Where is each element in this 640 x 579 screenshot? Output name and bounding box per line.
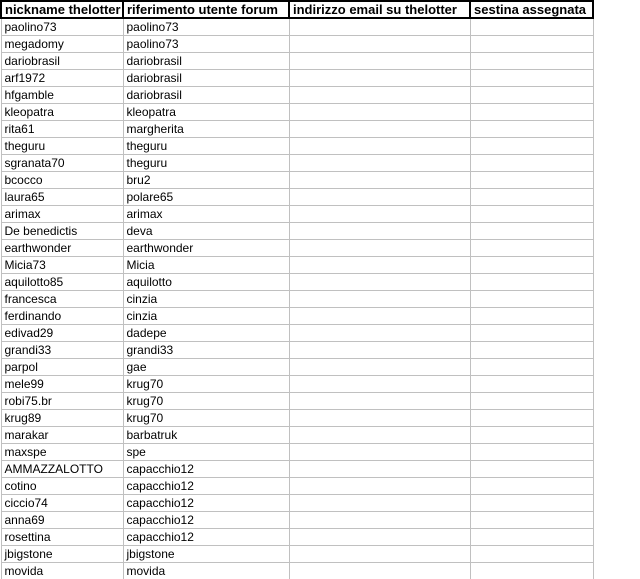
table-row — [1, 563, 593, 579]
cell-sestina — [470, 87, 593, 104]
cell-nickname: hfgamble — [1, 87, 123, 104]
column-header-forum-ref: riferimento utente forum — [123, 1, 289, 18]
cell-email — [289, 121, 470, 138]
cell-nickname: Micia73 — [1, 257, 123, 274]
cell-nickname: bcocco — [1, 172, 123, 189]
cell-sestina — [470, 223, 593, 240]
table-row — [1, 461, 593, 478]
cell-sestina — [470, 359, 593, 376]
cell-forum-ref: jbigstone — [123, 546, 289, 563]
cell-sestina — [470, 444, 593, 461]
table-header — [1, 1, 593, 18]
cell-email — [289, 376, 470, 393]
table-row — [1, 291, 593, 308]
table-row — [1, 529, 593, 546]
cell-email — [289, 274, 470, 291]
cell-sestina — [470, 478, 593, 495]
cell-email — [289, 563, 470, 579]
cell-sestina — [470, 36, 593, 53]
cell-nickname: earthwonder — [1, 240, 123, 257]
column-header-email: indirizzo email su thelotter — [289, 1, 470, 18]
cell-sestina — [470, 70, 593, 87]
cell-email — [289, 138, 470, 155]
cell-nickname: cotino — [1, 478, 123, 495]
cell-email — [289, 393, 470, 410]
cell-sestina — [470, 291, 593, 308]
cell-forum-ref: theguru — [123, 138, 289, 155]
cell-forum-ref: earthwonder — [123, 240, 289, 257]
cell-email — [289, 87, 470, 104]
cell-sestina — [470, 53, 593, 70]
cell-email — [289, 18, 470, 36]
cell-nickname: ferdinando — [1, 308, 123, 325]
cell-nickname: laura65 — [1, 189, 123, 206]
cell-sestina — [470, 495, 593, 512]
cell-forum-ref: grandi33 — [123, 342, 289, 359]
cell-forum-ref: capacchio12 — [123, 461, 289, 478]
cell-forum-ref: cinzia — [123, 308, 289, 325]
cell-forum-ref: paolino73 — [123, 36, 289, 53]
table-row — [1, 36, 593, 53]
cell-nickname: AMMAZZALOTTO — [1, 461, 123, 478]
cell-email — [289, 104, 470, 121]
cell-sestina — [470, 393, 593, 410]
table-row — [1, 325, 593, 342]
cell-nickname: parpol — [1, 359, 123, 376]
cell-forum-ref: capacchio12 — [123, 478, 289, 495]
cell-forum-ref: movida — [123, 563, 289, 579]
cell-email — [289, 172, 470, 189]
cell-sestina — [470, 512, 593, 529]
cell-forum-ref: barbatruk — [123, 427, 289, 444]
cell-nickname: aquilotto85 — [1, 274, 123, 291]
cell-sestina — [470, 546, 593, 563]
column-header-nickname: nickname thelotter — [1, 1, 123, 18]
cell-email — [289, 529, 470, 546]
cell-sestina — [470, 155, 593, 172]
table-row — [1, 444, 593, 461]
cell-forum-ref: capacchio12 — [123, 529, 289, 546]
cell-email — [289, 189, 470, 206]
cell-sestina — [470, 172, 593, 189]
table-row — [1, 223, 593, 240]
cell-nickname: kleopatra — [1, 104, 123, 121]
cell-sestina — [470, 376, 593, 393]
table-row — [1, 155, 593, 172]
cell-forum-ref: margherita — [123, 121, 289, 138]
cell-email — [289, 461, 470, 478]
table-row — [1, 342, 593, 359]
cell-email — [289, 206, 470, 223]
table-row — [1, 427, 593, 444]
table-row — [1, 70, 593, 87]
table-row — [1, 172, 593, 189]
cell-nickname: grandi33 — [1, 342, 123, 359]
table-row — [1, 546, 593, 563]
header-row — [1, 1, 593, 18]
cell-email — [289, 512, 470, 529]
cell-nickname: arf1972 — [1, 70, 123, 87]
cell-forum-ref: dariobrasil — [123, 70, 289, 87]
cell-nickname: ciccio74 — [1, 495, 123, 512]
cell-forum-ref: polare65 — [123, 189, 289, 206]
cell-nickname: rosettina — [1, 529, 123, 546]
cell-sestina — [470, 427, 593, 444]
cell-forum-ref: dariobrasil — [123, 53, 289, 70]
cell-email — [289, 291, 470, 308]
cell-sestina — [470, 563, 593, 579]
table-row — [1, 274, 593, 291]
cell-email — [289, 427, 470, 444]
cell-email — [289, 36, 470, 53]
cell-forum-ref: spe — [123, 444, 289, 461]
column-header-sestina: sestina assegnata — [470, 1, 593, 18]
cell-email — [289, 325, 470, 342]
cell-sestina — [470, 325, 593, 342]
cell-nickname: arimax — [1, 206, 123, 223]
cell-sestina — [470, 121, 593, 138]
table-row — [1, 53, 593, 70]
table-row — [1, 121, 593, 138]
cell-forum-ref: bru2 — [123, 172, 289, 189]
cell-nickname: rita61 — [1, 121, 123, 138]
cell-nickname: francesca — [1, 291, 123, 308]
cell-forum-ref: arimax — [123, 206, 289, 223]
cell-nickname: maxspe — [1, 444, 123, 461]
cell-forum-ref: gae — [123, 359, 289, 376]
cell-email — [289, 495, 470, 512]
cell-nickname: mele99 — [1, 376, 123, 393]
table-row — [1, 495, 593, 512]
cell-forum-ref: deva — [123, 223, 289, 240]
table-row — [1, 410, 593, 427]
table-body — [1, 18, 593, 579]
table-row — [1, 359, 593, 376]
cell-nickname: megadomy — [1, 36, 123, 53]
cell-email — [289, 410, 470, 427]
cell-forum-ref: krug70 — [123, 393, 289, 410]
cell-forum-ref: capacchio12 — [123, 512, 289, 529]
table-row — [1, 308, 593, 325]
cell-email — [289, 155, 470, 172]
table-row — [1, 18, 593, 36]
cell-nickname: sgranata70 — [1, 155, 123, 172]
cell-sestina — [470, 410, 593, 427]
cell-sestina — [470, 308, 593, 325]
cell-email — [289, 342, 470, 359]
cell-email — [289, 478, 470, 495]
cell-nickname: edivad29 — [1, 325, 123, 342]
cell-forum-ref: dariobrasil — [123, 87, 289, 104]
cell-nickname: robi75.br — [1, 393, 123, 410]
cell-sestina — [470, 240, 593, 257]
cell-nickname: movida — [1, 563, 123, 579]
cell-email — [289, 53, 470, 70]
cell-forum-ref: krug70 — [123, 376, 289, 393]
cell-nickname: krug89 — [1, 410, 123, 427]
cell-forum-ref: cinzia — [123, 291, 289, 308]
cell-forum-ref: Micia — [123, 257, 289, 274]
table-row — [1, 376, 593, 393]
table-row — [1, 240, 593, 257]
cell-email — [289, 546, 470, 563]
cell-nickname: marakar — [1, 427, 123, 444]
cell-forum-ref: krug70 — [123, 410, 289, 427]
table-row — [1, 257, 593, 274]
cell-sestina — [470, 138, 593, 155]
cell-sestina — [470, 342, 593, 359]
table-row — [1, 206, 593, 223]
table-row — [1, 104, 593, 121]
cell-sestina — [470, 257, 593, 274]
cell-sestina — [470, 529, 593, 546]
cell-nickname: paolino73 — [1, 18, 123, 36]
cell-forum-ref: dadepe — [123, 325, 289, 342]
table-row — [1, 87, 593, 104]
table-row — [1, 512, 593, 529]
cell-email — [289, 257, 470, 274]
cell-sestina — [470, 274, 593, 291]
cell-sestina — [470, 189, 593, 206]
table-row — [1, 189, 593, 206]
cell-nickname: jbigstone — [1, 546, 123, 563]
cell-forum-ref: aquilotto — [123, 274, 289, 291]
table-row — [1, 138, 593, 155]
cell-nickname: De benedictis — [1, 223, 123, 240]
cell-email — [289, 359, 470, 376]
cell-forum-ref: capacchio12 — [123, 495, 289, 512]
table-row — [1, 478, 593, 495]
cell-nickname: anna69 — [1, 512, 123, 529]
cell-forum-ref: theguru — [123, 155, 289, 172]
cell-email — [289, 240, 470, 257]
cell-sestina — [470, 104, 593, 121]
cell-email — [289, 223, 470, 240]
cell-sestina — [470, 18, 593, 36]
cell-nickname: dariobrasil — [1, 53, 123, 70]
cell-forum-ref: paolino73 — [123, 18, 289, 36]
cell-email — [289, 308, 470, 325]
cell-email — [289, 70, 470, 87]
cell-sestina — [470, 461, 593, 478]
cell-email — [289, 444, 470, 461]
cell-forum-ref: kleopatra — [123, 104, 289, 121]
cell-sestina — [470, 206, 593, 223]
cell-nickname: theguru — [1, 138, 123, 155]
table-row — [1, 393, 593, 410]
